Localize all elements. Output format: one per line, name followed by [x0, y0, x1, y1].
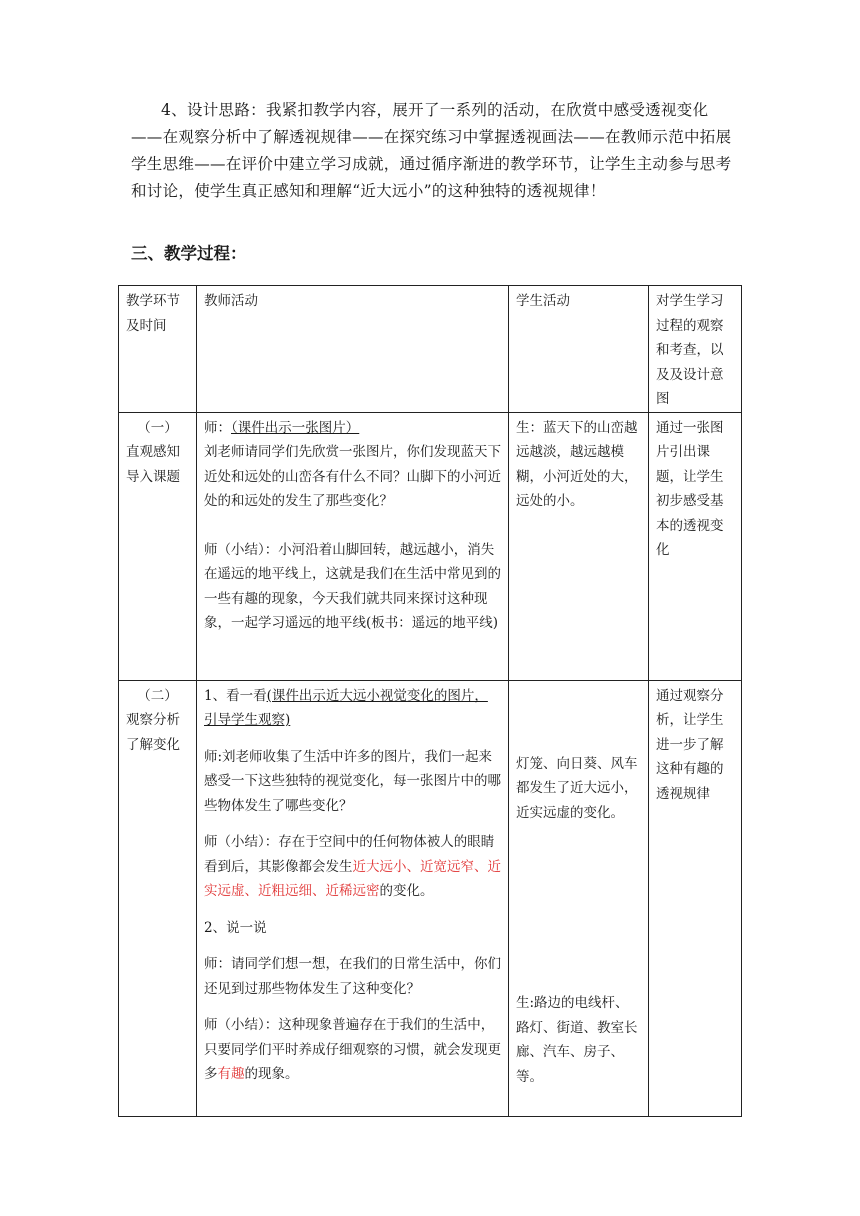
stage-number: （一）	[137, 419, 178, 436]
intent-text: 通过一张图片引出课题，让学生初步感受基本的透视变化	[656, 419, 724, 558]
teacher-cell	[197, 680, 509, 1116]
summary-text: 师（小结）：存在于空间中的任何物体被人的眼睛看到后，其影像都会发生	[204, 834, 495, 875]
header-intent: 对学生学习过程的观察和考查，以及及设计意图	[649, 286, 742, 413]
teacher-text: 师:刘老师收集了生活中许多的图片，我们一起来感受一下这些独特的视觉变化，每一张图片中的哪些物体发生了哪些变化？	[204, 748, 501, 814]
teacher-summary: 师（小结）：小河沿着山脚回转，越远越小，消失在遥远的地平线上，这就是我们在生活中常见到的一些有趣的现象，今天我们就共同来探讨这种现象，一起学习遥远的地平线(板书：遥远的地平线)	[204, 541, 501, 631]
teacher-prefix: 师：	[204, 419, 231, 436]
activity-look-title: 1、看一看	[204, 687, 267, 704]
teacher-intro	[204, 416, 501, 441]
stage-cell	[119, 680, 197, 1116]
teacher-summary	[204, 830, 501, 904]
teacher-question: 师：请同学们想一想，在我们的日常生活中，你们还见到过那些物体发生了这种变化？	[204, 956, 501, 997]
intent-text: 通过观察分析，让学生进一步了解这种有趣的透视规律	[656, 687, 724, 802]
summary-text: 的变化。	[379, 883, 434, 899]
summary-highlight: 近大远小、近宽远窄、近实远虚、近粗远细、近稀远密	[204, 858, 501, 899]
intent-cell	[649, 680, 742, 1116]
design-thinking-paragraph: 4、设计思路：我紧扣教学内容，展开了一系列的活动，在欣赏中感受透视变化——在观察分析中了解透视规律——在探究练习中掌握透视画法——在教师示范中拓展学生思维——在评价中建立学习成就，通过循序渐进的教学环节，让学生主动参与思考和讨论，使学生真正感知和理解“近大远小”的这种独特的透视规律！	[131, 101, 732, 200]
stage-cell	[119, 412, 197, 680]
teacher-cell	[197, 412, 509, 680]
table-row	[119, 680, 742, 1116]
courseware-link[interactable]: （课件出示一张图片）	[231, 419, 360, 436]
student-answer: 生:路边的电线杆、路灯、街道、教室长廊、汽车、房子、等。	[516, 995, 638, 1085]
summary-text: 的现象。	[244, 1066, 299, 1082]
student-answer: 灯笼、向日葵、风车都发生了近大远小，近实远虚的变化。	[516, 755, 638, 821]
teaching-process-table	[118, 285, 742, 1117]
student-cell	[509, 680, 649, 1116]
stage-name: 观察分析了解变化	[126, 712, 180, 753]
table-header-row	[119, 286, 742, 413]
summary-text: 师（小结）：这种现象普遍存在于我们的生活中，只要同学们平时养成仔细观察的习惯，就会发现更多	[204, 1017, 501, 1082]
header-stage: 教学环节及时间	[119, 286, 197, 413]
teacher-text: 刘老师请同学们先欣赏一张图片，你们发现蓝天下近处和远处的山峦各有什么不同？山脚下的小河近处的和远处的发生了那些变化？	[204, 444, 501, 509]
header-teacher: 教师活动	[197, 286, 509, 413]
summary-highlight: 有趣	[217, 1066, 245, 1082]
table-row	[119, 412, 742, 680]
activity-look	[204, 684, 501, 733]
student-cell	[509, 412, 649, 680]
header-student: 学生活动	[509, 286, 649, 413]
activity-say-title: 2、说一说	[204, 919, 267, 936]
intent-cell	[649, 412, 742, 680]
teacher-summary	[204, 1013, 501, 1087]
student-text: 生：蓝天下的山峦越远越淡，越远越模糊，小河近处的大，远处的小。	[516, 419, 638, 509]
courseware-link[interactable]: (课件出示近大远小视觉变化的图片，引导学生观察)	[204, 687, 488, 728]
stage-name: 直观感知导入课题	[126, 444, 180, 485]
stage-number: （二）	[137, 687, 178, 704]
section-heading: 三、教学过程：	[131, 244, 247, 263]
